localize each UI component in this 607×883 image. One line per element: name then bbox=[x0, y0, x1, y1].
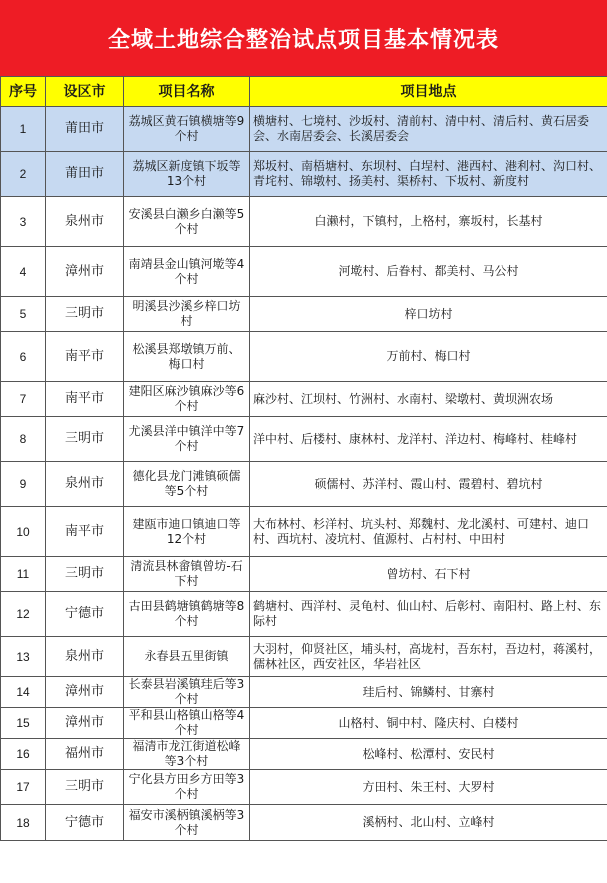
row-location: 曾坊村、石下村 bbox=[250, 557, 607, 592]
table-row bbox=[1, 770, 607, 805]
row-project-name: 长泰县岩溪镇珪后等3个村 bbox=[124, 677, 250, 708]
row-location: 大布林村、杉洋村、坑头村、郑魏村、龙北溪村、可建村、迪口村、西坑村、凌坑村、值源村、占村村、中田村 bbox=[250, 507, 607, 557]
row-number: 6 bbox=[1, 332, 46, 382]
row-location: 麻沙村、江坝村、竹洲村、水南村、梁墩村、黄坝洲农场 bbox=[250, 382, 607, 417]
table-row bbox=[1, 332, 607, 382]
table-row bbox=[1, 247, 607, 297]
table-row bbox=[1, 382, 607, 417]
row-city: 南平市 bbox=[46, 382, 124, 417]
row-number: 13 bbox=[1, 637, 46, 677]
row-location: 方田村、朱王村、大罗村 bbox=[250, 770, 607, 805]
row-number: 3 bbox=[1, 197, 46, 247]
row-city: 泉州市 bbox=[46, 637, 124, 677]
row-city: 三明市 bbox=[46, 770, 124, 805]
row-location: 郑坂村、南梧塘村、东坝村、白埕村、港西村、港利村、沟口村、青垞村、锦墩村、扬美村、渠桥村、下坂村、新度村 bbox=[250, 152, 607, 197]
row-number: 8 bbox=[1, 417, 46, 462]
table-row bbox=[1, 637, 607, 677]
row-location: 山格村、铜中村、隆庆村、白楼村 bbox=[250, 708, 607, 739]
header-city: 设区市 bbox=[46, 77, 124, 107]
row-project-name: 永春县五里街镇 bbox=[124, 637, 250, 677]
row-city: 南平市 bbox=[46, 507, 124, 557]
row-location: 溪柄村、北山村、立峰村 bbox=[250, 805, 607, 841]
row-project-name: 明溪县沙溪乡梓口坊村 bbox=[124, 297, 250, 332]
row-project-name: 古田县鹤塘镇鹤塘等8个村 bbox=[124, 592, 250, 637]
row-city: 泉州市 bbox=[46, 462, 124, 507]
table-row bbox=[1, 677, 607, 708]
table-row bbox=[1, 462, 607, 507]
row-location: 松峰村、松潭村、安民村 bbox=[250, 739, 607, 770]
row-project-name: 清流县林畲镇曾坊-石下村 bbox=[124, 557, 250, 592]
row-number: 11 bbox=[1, 557, 46, 592]
table-row bbox=[1, 152, 607, 197]
table-row bbox=[1, 197, 607, 247]
row-project-name: 荔城区黄石镇横塘等9个村 bbox=[124, 107, 250, 152]
row-location: 洋中村、后楼村、康林村、龙洋村、洋边村、梅峰村、桂峰村 bbox=[250, 417, 607, 462]
project-table bbox=[0, 76, 607, 841]
row-city: 漳州市 bbox=[46, 677, 124, 708]
row-project-name: 尤溪县洋中镇洋中等7个村 bbox=[124, 417, 250, 462]
table-row bbox=[1, 557, 607, 592]
row-city: 漳州市 bbox=[46, 708, 124, 739]
row-number: 5 bbox=[1, 297, 46, 332]
row-number: 1 bbox=[1, 107, 46, 152]
table-body bbox=[1, 107, 607, 841]
row-number: 10 bbox=[1, 507, 46, 557]
row-project-name: 德化县龙门滩镇硕儒等5个村 bbox=[124, 462, 250, 507]
row-location: 万前村、梅口村 bbox=[250, 332, 607, 382]
row-location: 大羽村，仰贤社区，埔头村，高垅村，吾东村，吾边村，蒋溪村，儒林社区，西安社区，华岩社区 bbox=[250, 637, 607, 677]
row-project-name: 福安市溪柄镇溪柄等3个村 bbox=[124, 805, 250, 841]
row-number: 12 bbox=[1, 592, 46, 637]
row-project-name: 安溪县白濑乡白濑等5个村 bbox=[124, 197, 250, 247]
row-project-name: 建阳区麻沙镇麻沙等6个村 bbox=[124, 382, 250, 417]
row-number: 2 bbox=[1, 152, 46, 197]
row-number: 9 bbox=[1, 462, 46, 507]
row-city: 宁德市 bbox=[46, 805, 124, 841]
row-number: 4 bbox=[1, 247, 46, 297]
row-city: 莆田市 bbox=[46, 152, 124, 197]
header-row bbox=[1, 77, 607, 107]
row-project-name: 宁化县方田乡方田等3个村 bbox=[124, 770, 250, 805]
row-project-name: 南靖县金山镇河墘等4个村 bbox=[124, 247, 250, 297]
table-row bbox=[1, 417, 607, 462]
header-no: 序号 bbox=[1, 77, 46, 107]
row-location: 河墘村、后眷村、都美村、马公村 bbox=[250, 247, 607, 297]
row-city: 宁德市 bbox=[46, 592, 124, 637]
row-location: 横塘村、七境村、沙坂村、清前村、清中村、清后村、黄石居委会、水南居委会、长溪居委会 bbox=[250, 107, 607, 152]
row-number: 7 bbox=[1, 382, 46, 417]
table-row bbox=[1, 297, 607, 332]
header-project-name: 项目名称 bbox=[124, 77, 250, 107]
row-city: 福州市 bbox=[46, 739, 124, 770]
table-row bbox=[1, 107, 607, 152]
row-city: 莆田市 bbox=[46, 107, 124, 152]
row-city: 三明市 bbox=[46, 417, 124, 462]
row-project-name: 福清市龙江街道松峰等3个村 bbox=[124, 739, 250, 770]
table-row bbox=[1, 739, 607, 770]
title-bar bbox=[0, 0, 607, 76]
row-number: 18 bbox=[1, 805, 46, 841]
table-row bbox=[1, 805, 607, 841]
row-project-name: 荔城区新度镇下坂等13个村 bbox=[124, 152, 250, 197]
row-city: 漳州市 bbox=[46, 247, 124, 297]
row-project-name: 松溪县郑墩镇万前、梅口村 bbox=[124, 332, 250, 382]
row-location: 珪后村、锦鳞村、甘寨村 bbox=[250, 677, 607, 708]
row-city: 三明市 bbox=[46, 297, 124, 332]
row-number: 14 bbox=[1, 677, 46, 708]
row-city: 三明市 bbox=[46, 557, 124, 592]
row-number: 15 bbox=[1, 708, 46, 739]
row-city: 南平市 bbox=[46, 332, 124, 382]
row-number: 17 bbox=[1, 770, 46, 805]
table-row bbox=[1, 507, 607, 557]
row-location: 白濑村，下镇村，上格村，寨坂村，长基村 bbox=[250, 197, 607, 247]
row-location: 梓口坊村 bbox=[250, 297, 607, 332]
header-location: 项目地点 bbox=[250, 77, 607, 107]
table-title: 全域土地综合整治试点项目基本情况表 bbox=[107, 27, 499, 53]
row-number: 16 bbox=[1, 739, 46, 770]
row-project-name: 平和县山格镇山格等4个村 bbox=[124, 708, 250, 739]
row-location: 硕儒村、苏洋村、霞山村、霞碧村、碧坑村 bbox=[250, 462, 607, 507]
table-row bbox=[1, 708, 607, 739]
row-city: 泉州市 bbox=[46, 197, 124, 247]
row-location: 鹤塘村、西洋村、灵龟村、仙山村、后彰村、南阳村、路上村、东际村 bbox=[250, 592, 607, 637]
table-row bbox=[1, 592, 607, 637]
row-project-name: 建瓯市迪口镇迪口等12个村 bbox=[124, 507, 250, 557]
